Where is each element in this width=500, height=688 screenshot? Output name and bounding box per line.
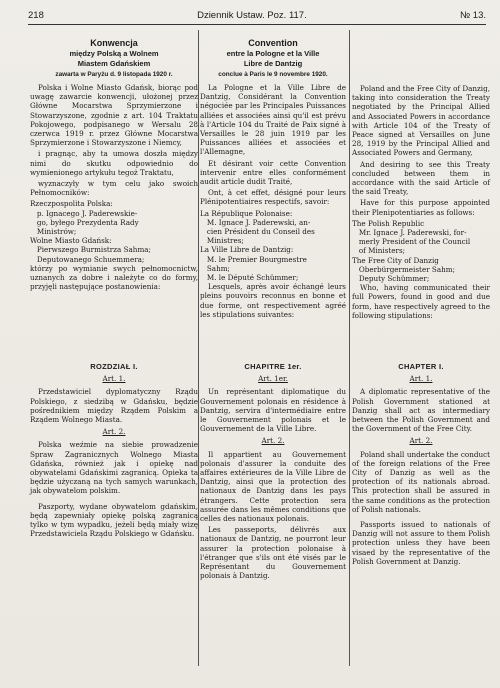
plenipotentiary-line: M. le Premier Bourgmestre xyxy=(200,254,307,264)
polish-art2-title: Art. 2. xyxy=(102,427,126,437)
polish-subtitle-2: Miastem Gdańskiem xyxy=(77,59,151,68)
french-art2-title: Art. 2. xyxy=(261,436,285,446)
column-divider xyxy=(198,30,199,666)
plenipotentiary-line: Mr. Ignace J. Paderewski, for- xyxy=(352,228,467,238)
page-header xyxy=(28,10,486,21)
french-title: Convention xyxy=(248,38,298,48)
french-art1-text: Un représentant diplomatique du Gouvernement polonais en résidence à Dantzig, servira d'intermédiaire entre le Gouvernement polonais et le Gouvernement de la Ville Libre. xyxy=(200,387,346,434)
french-column xyxy=(200,38,346,321)
english-chapter-heading: CHAPTER I. xyxy=(398,362,444,371)
french-preamble-4: Lesquels, après avoir échangé leurs pleins pouvoirs reconnus en bonne et due forme, ont respectivement agréé les stipulations suivantes: xyxy=(200,282,346,319)
plenipotentiary-line: Ministrów; xyxy=(30,227,77,237)
plenipotentiary-line: go, byłego Prezydenta Rady xyxy=(30,217,139,227)
polish-title: Konwencja xyxy=(90,38,138,48)
english-art1-title: Art. 1. xyxy=(409,374,433,384)
plenipotentiary-line: p. Ignacego J. Paderewskie- xyxy=(30,208,138,218)
english-preamble-4: Who, having communicated their full Powers, found in good and due form, have respectively agreed to the following stipulations: xyxy=(352,283,490,320)
english-art1-text: A diplomatic representative of the Polish Government stationed at Danzig shall act as intermediary between the Polish Government and the Government of the Free City. xyxy=(352,387,490,434)
issue-number: № 13. xyxy=(459,10,486,21)
polish-preamble-1: Polska i Wolne Miasto Gdańsk, biorąc pod uwagę zawarcie konwencji, ułożonej przez Główne Mocarstwa Sprzymierzone i Stowarzyszone, zgodnie z art. 104 Traktatu Pokojowego, podpisanego w Wersalu 28 czerwca 1919 r. przez Główne Mocarstwa Sprzymierzone i Stowarzyszone i Niemcy, xyxy=(30,83,198,148)
polish-preamble-3: wyznaczyły w tym celu jako swoich Pełnomocników: xyxy=(30,179,198,198)
english-preamble-3: Have for this purpose appointed their Plenipotentiaries as follows: xyxy=(352,198,490,217)
polish-column xyxy=(30,38,198,293)
polish-date: zawarta w Paryżu d. 9 listopada 1920 r. xyxy=(55,71,173,78)
column-divider xyxy=(349,30,350,666)
french-preamble-3: Ont, à cet effet, désigné pour leurs Plénipotentiaires respectifs, savoir: xyxy=(200,188,346,207)
english-column xyxy=(352,84,490,322)
polish-art1-text: Przedstawiciel dyplomatyczny Rządu Polskiego, z siedzibą w Gdańsku, będzie pośrednikiem między Rządem Polskim a Rządem Wolnego Miasta. xyxy=(30,387,198,425)
journal-title: Dziennik Ustaw. Poz. 117. xyxy=(197,10,307,21)
plenipotentiary-line: M. le Député Schümmer; xyxy=(200,273,299,283)
header-rule xyxy=(28,24,486,25)
plenipotentiary-line: The Polish Republic xyxy=(352,218,425,228)
english-art3-text: Passports issued to nationals of Danzig will not assure to them Polish protection unless they have been visaed by the representative of the Polish Government at Danzig. xyxy=(352,520,490,566)
english-articles xyxy=(352,362,490,568)
french-art1-title: Art. 1er. xyxy=(258,374,288,384)
english-plenipotentiaries xyxy=(352,219,490,283)
french-subtitle-1: entre la Pologne et la Ville xyxy=(226,49,320,58)
plenipotentiary-line: M. Ignace J. Paderewski, an- xyxy=(200,217,311,227)
plenipotentiary-line: Pierwszego Burmistrza Sahma; xyxy=(30,245,151,255)
plenipotentiary-line: Oberbürgermeister Sahm; xyxy=(352,264,455,274)
plenipotentiary-line: Ministres; xyxy=(200,236,244,246)
polish-art1-title: Art. 1. xyxy=(102,374,126,384)
english-art2-text: Poland shall undertake the conduct of the foreign relations of the Free City of Danzig as well as the protection of its nationals abroad. This protection shall be assured in the same conditions as the protection of Polish nationals. xyxy=(352,449,490,514)
plenipotentiary-line: Deputowanego Schuemmera; xyxy=(30,254,145,264)
plenipotentiary-line: Sahm; xyxy=(200,263,230,273)
english-preamble-1: Poland and the Free City of Danzig, taking into consideration the Treaty negotiated by the Principal Allied and Associated Powers in accordance with Article 104 of the Treaty of Peace signed at Versailles on June 28, 1919 by the Principal Allied and Associated Powers and Germany, xyxy=(352,84,490,158)
french-date: conclue à Paris le 9 novembre 1920. xyxy=(218,71,328,78)
polish-preamble-2: i pragnąc, aby ta umowa doszła między nimi do skutku odpowiednio do wymienionego artykułu tegoż Traktatu, xyxy=(30,149,198,177)
polish-subtitle-1: między Polską a Wolnem xyxy=(69,49,159,58)
french-chapter-heading: CHAPITRE 1er. xyxy=(244,362,302,371)
polish-art2-text: Polska weźmie na siebie prowadzenie Spraw Zagranicznych Wolnego Miasta Gdańska, również jak i opiekę nad obywatelami Gdańskimi zagranicą. Opieka ta będzie użyczaną na tych samych warunkach, jak obywatelom polskim. xyxy=(30,440,198,496)
english-preamble-2: And desiring to see this Treaty concluded between them in accordance with the said Article of the said Treaty, xyxy=(352,159,490,197)
plenipotentiary-line: merly President of the Council xyxy=(352,237,471,247)
plenipotentiary-line: La Ville Libre de Dantzig: xyxy=(200,245,294,255)
polish-art3-text: Paszporty, wydane obywatelom gdańskim, będą zapewniały opiekę polską zagranicą tylko w tym wypadku, jeżeli będą miały wizę Przedstawiciela Rządu Polskiego w Gdańsku. xyxy=(30,501,198,539)
polish-chapter-heading: ROZDZIAŁ I. xyxy=(90,362,138,371)
polish-articles xyxy=(30,362,198,540)
french-art3-text: Les passeports, délivrés aux nationaux de Dantzig, ne pourront leur assurer la protection polonaise à l'étranger que s'ils ont été visés par le Représentant du Gouvernement polonais à Dantzig. xyxy=(200,525,346,581)
plenipotentiary-line: Wolne Miasto Gdańsk: xyxy=(30,236,112,246)
french-articles xyxy=(200,362,346,582)
page-number: 218 xyxy=(28,10,44,21)
french-subtitle-2: Libre de Dantzig xyxy=(243,59,303,68)
plenipotentiary-line: Rzeczpospolita Polska: xyxy=(30,199,113,209)
polish-plenipotentiaries xyxy=(30,199,198,263)
french-art2-text: Il appartient au Gouvernement polonais d'assurer la conduite des affaires extérieures de la Ville Libre de Dantzig, ainsi que la protection des nationaux de Dantzig dans les pays étrangers. Cette protection sera assurée dans les mêmes conditions que celles des nationaux polonais. xyxy=(200,449,346,524)
polish-preamble-4: którzy po wymianie swych pełnomocnictw, uznanych za dobre i należyte co do formy, przyjęli następujące postanowienia: xyxy=(30,263,198,292)
english-art2-title: Art. 2. xyxy=(409,436,433,446)
plenipotentiary-line: Deputy Schümmer; xyxy=(352,274,430,284)
plenipotentiary-line: The Free City of Danzig xyxy=(352,255,439,265)
french-preamble-1: La Pologne et la Ville Libre de Dantzig, Considérant la Convention négociée par les Principales Puissances alliées et associées ainsi qu'il est prévu à l'Article 104 du Traité de Paix signé à Versailles le 28 juin 1919 par les Puissances alliées et associées et l'Allemagne, xyxy=(200,83,346,157)
french-plenipotentiaries xyxy=(200,209,346,283)
plenipotentiary-line: cien Président du Conseil des xyxy=(200,227,315,237)
french-preamble-2: Et désirant voir cette Convention intervenir entre elles conformément audit article dudit Traité, xyxy=(200,158,346,187)
plenipotentiary-line: of Ministers; xyxy=(352,246,406,256)
plenipotentiary-line: La République Polonaise: xyxy=(200,208,293,218)
